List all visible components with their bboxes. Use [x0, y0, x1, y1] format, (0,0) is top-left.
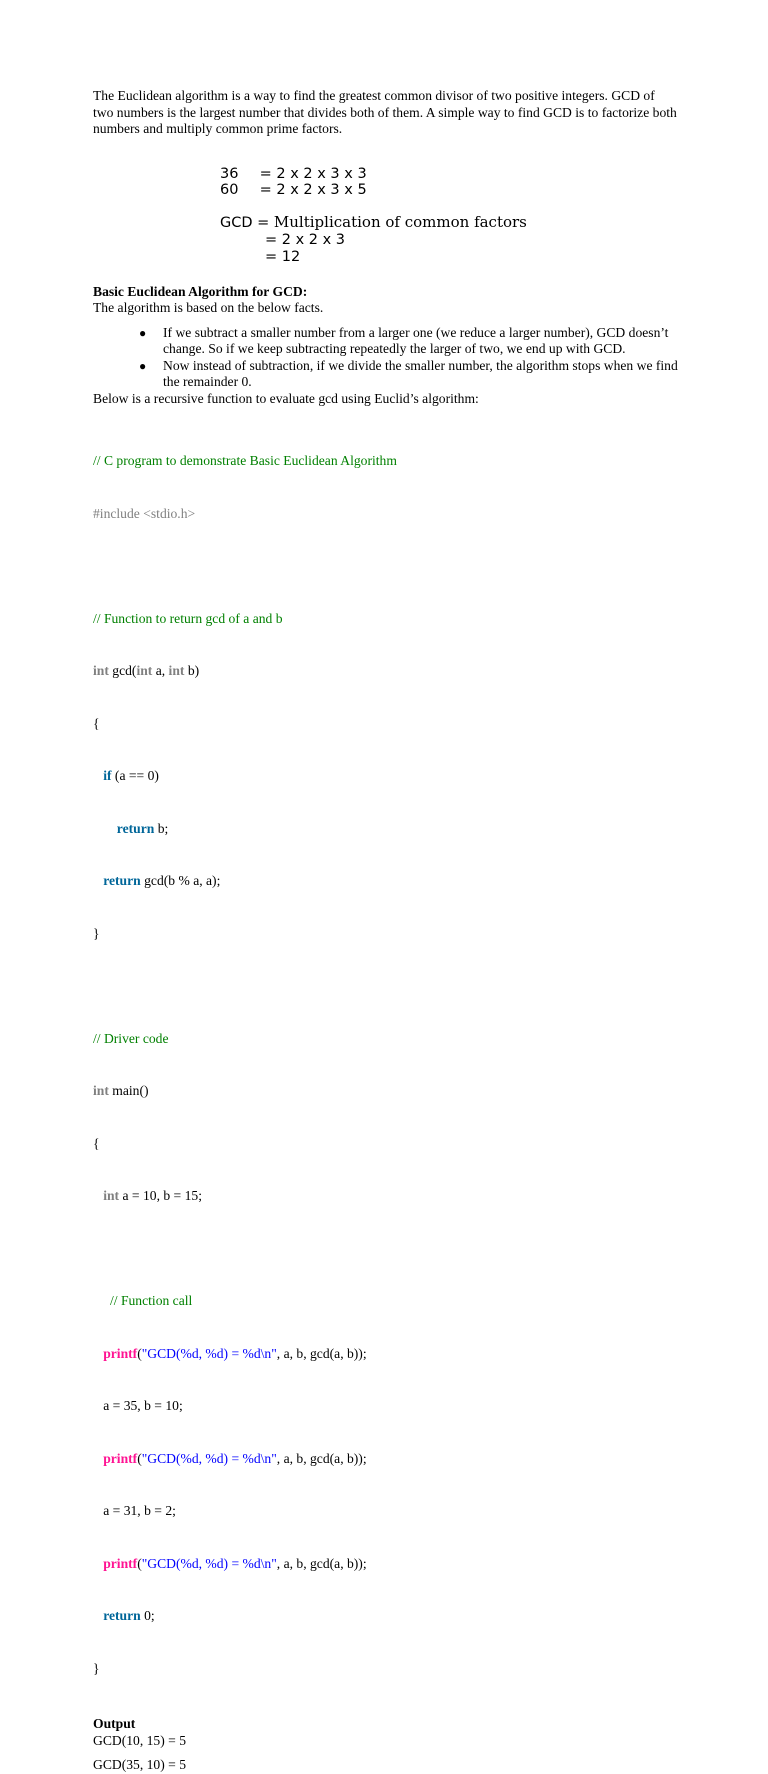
code-line: printf("GCD(%d, %d) = %d\n", a, b, gcd(a, b));	[103, 1345, 367, 1361]
bullet-icon: ●	[139, 358, 147, 373]
code-comment: // C program to demonstrate Basic Euclidean Algorithm	[93, 453, 397, 468]
code-line: int main()	[93, 1083, 149, 1098]
code-line: return b;	[116, 820, 169, 836]
code-line: }	[93, 925, 100, 941]
code-line: a = 31, b = 2;	[103, 1503, 176, 1518]
section-intro: The algorithm is based on the below facts.	[93, 300, 324, 315]
code-line: {	[93, 1135, 100, 1151]
code-comment: // Driver code	[93, 1030, 169, 1046]
code-include: #include <stdio.h>	[93, 505, 196, 521]
figure-line-result: = 12	[265, 248, 301, 265]
bullet-icon: ●	[139, 325, 147, 340]
code-line: printf("GCD(%d, %d) = %d\n", a, b, gcd(a, b));	[103, 1555, 367, 1571]
code-line: if (a == 0)	[103, 768, 159, 783]
output-title: Output	[93, 1716, 136, 1731]
code-comment: // Function to return gcd of a and b	[93, 610, 283, 626]
intro-paragraph: The Euclidean algorithm is a way to find the greatest common divisor of two positive integers. GCD of two numbers is the largest number that divides both of them. A simple way to find GCD is to factorize both numbers and multiply common prime factors.	[93, 88, 677, 136]
figure-line-36: 36 = 2 x 2 x 3 x 3	[220, 165, 367, 182]
code-line: printf("GCD(%d, %d) = %d\n", a, b, gcd(a, b));	[103, 1450, 367, 1466]
code-line: return gcd(b % a, a);	[103, 873, 221, 888]
facts-list	[93, 325, 678, 391]
figure-line-60: 60 = 2 x 2 x 3 x 5	[220, 181, 367, 198]
code-line: return 0;	[103, 1608, 155, 1623]
figure-line-gcd: GCD = Multiplication of common factors	[220, 212, 527, 231]
code-line: int a = 10, b = 15;	[103, 1188, 202, 1203]
code-block	[93, 417, 678, 1712]
code-blank	[93, 1240, 678, 1258]
code-line: int gcd(int a, int b)	[93, 663, 200, 678]
code-line: // Function call	[110, 1293, 193, 1308]
figure-line-product: = 2 x 2 x 3	[265, 231, 346, 248]
factorization-figure	[220, 166, 678, 278]
code-line: a = 35, b = 10;	[103, 1398, 183, 1413]
output-line: GCD(10, 15) = 5	[93, 1732, 186, 1748]
code-blank	[93, 557, 678, 575]
output-line: GCD(35, 10) = 5	[93, 1757, 186, 1772]
list-item: ● If we subtract a smaller number from a larger one (we reduce a larger number), GCD doesn’t change. So if we keep subtracting repeatedly the larger of two, we end up with GCD.	[139, 324, 669, 356]
code-blank	[93, 977, 678, 995]
document-page	[93, 88, 678, 1774]
section-title: Basic Euclidean Algorithm for GCD:	[93, 283, 308, 299]
code-line: }	[93, 1660, 100, 1676]
below-text: Below is a recursive function to evaluate gcd using Euclid’s algorithm:	[93, 390, 479, 406]
list-item: ● Now instead of subtraction, if we divide the smaller number, the algorithm stops when we find the remainder 0.	[139, 357, 678, 389]
code-line: {	[93, 715, 100, 731]
